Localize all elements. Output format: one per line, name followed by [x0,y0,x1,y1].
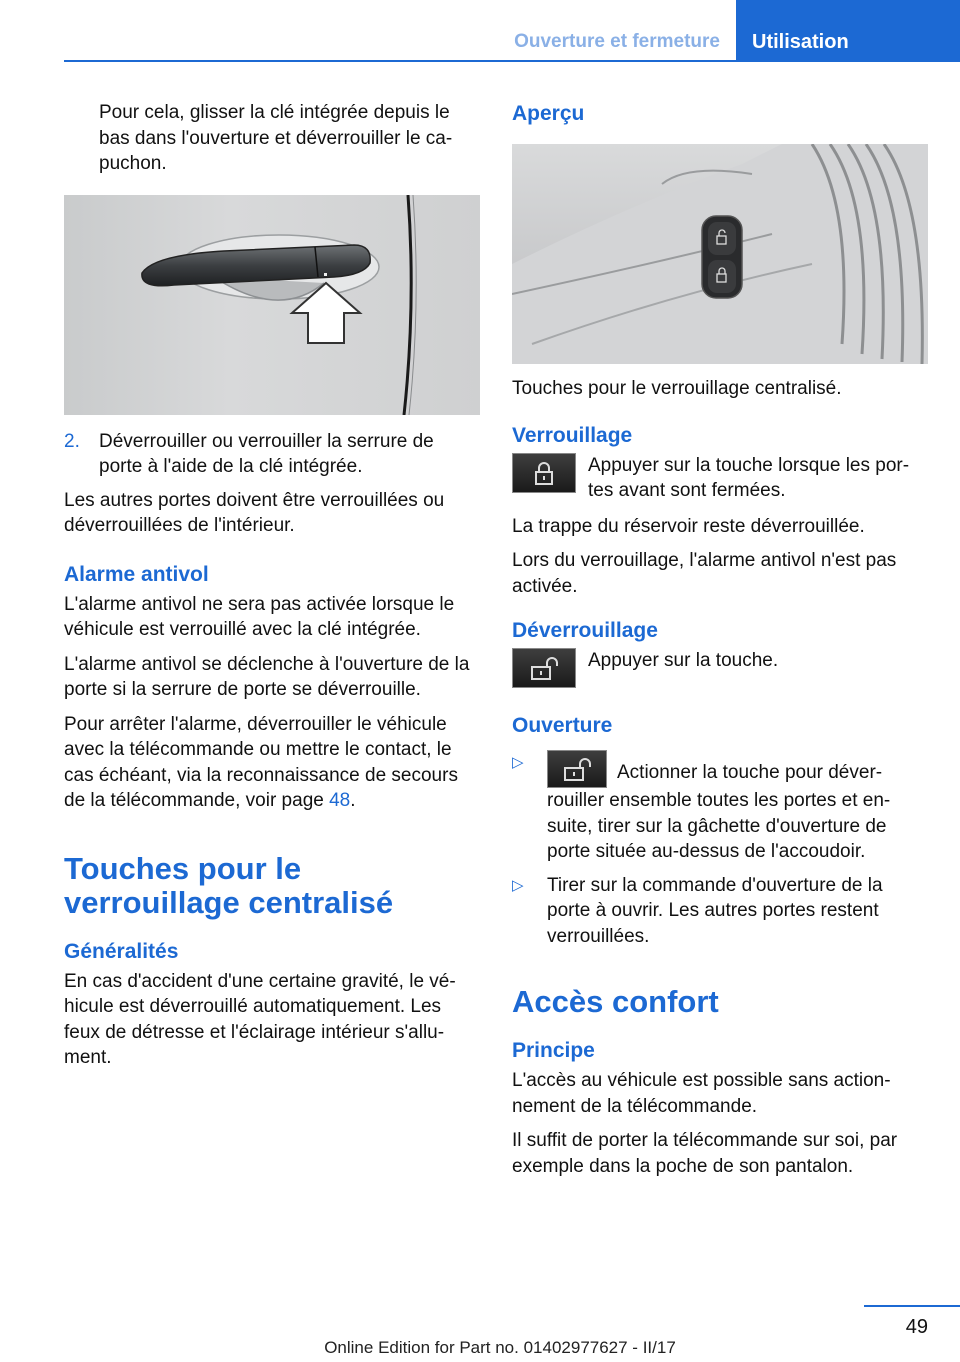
opening-bullet-1-content [547,750,928,865]
step-text: Déverrouiller ou verrouiller la serrure de porte à l'aide de la clé intégrée. [99,430,434,477]
opening-heading: Ouverture [512,714,613,737]
section-tab: Utilisation [736,0,960,62]
overview-caption: Touches pour le verrouillage centralisé. [512,378,842,399]
unlock-instruction [512,648,928,688]
lock-paragraph-1: La trappe du réservoir reste déverrouillée. [512,515,865,537]
bullet-marker: ▷ [512,876,524,894]
step-number: 2. [64,430,80,452]
page-number: 49 [905,1316,928,1338]
principle-paragraph-2: Il suffit de porter la télécommande sur soi, par exemple dans la poche de son pantalon. [512,1130,898,1177]
principle-paragraph-1: L'accès au véhicule est possible sans actionnement de la télécommande. [512,1070,891,1117]
alarm-paragraph-3 [64,712,480,814]
edition-footer: Online Edition for Part no. 01402977627 - II/17 [324,1338,676,1357]
alarm-paragraph-2: L'alarme antivol se déclenche à l'ouverture de la porte si la serrure de porte se déverrouille. [64,653,470,700]
central-locking-heading: Touches pour le verrouillage centralisé [64,850,394,920]
page-header [64,0,960,62]
bullet-marker: ▷ [512,754,524,771]
unlock-heading: Déverrouillage [512,619,658,642]
opening-bullet-2 [512,873,928,950]
other-doors-paragraph: Les autres portes doivent être verrouillées ou déverrouillées de l'intérieur. [64,489,445,536]
lock-text: Appuyer sur la touche lorsque les portes avant sont fermées. [588,454,910,501]
opening-bullet-1-text: Actionner la touche pour déverrouiller ensemble toutes les portes et ensuite, tirer sur la gâchette d'ouverture de porte située au-dessus de l'accoudoir. [547,762,891,862]
alarm-paragraph-3-text: Pour arrêter l'alarme, déverrouiller le véhicule avec la télécommande ou mettre le contact, le cas échéant, via la reconnaissance de secours de la télécommande, voir page [64,713,458,811]
opening-bullet-2-text: Tirer sur la commande d'ouverture de la porte à ouvrir. Les autres portes restent verrouillées. [547,874,883,947]
comfort-access-heading: Accès confort [512,984,719,1019]
lock-instruction [512,453,928,504]
lock-paragraph-2: Lors du verrouillage, l'alarme antivol n'est pas activée. [512,550,897,597]
alarm-paragraph-3-end: . [350,790,356,811]
page-reference-link[interactable]: 48 [329,790,351,811]
alarm-heading: Alarme antivol [64,562,209,586]
unlock-text: Appuyer sur la touche. [588,650,779,671]
door-handle-photo [64,195,480,415]
right-column [512,100,928,1188]
intro-paragraph: Pour cela, glisser la clé intégrée depuis le bas dans l'ouverture et déverrouiller le capuchon. [99,102,453,174]
step-2 [64,429,480,480]
lock-closed-icon [512,453,576,493]
lock-open-icon [512,648,576,688]
lock-open-icon [547,750,607,788]
lock-heading: Verrouillage [512,423,633,447]
general-heading: Généralités [64,939,179,963]
central-locking-buttons-photo [512,144,928,364]
footer-rule [864,1305,960,1307]
general-paragraph: En cas d'accident d'une certaine gravité, le véhicule est déverrouillé automatiquement. Les feux de détresse et l'éclairage intérieur s'allument. [64,970,456,1068]
left-column [64,100,480,1080]
opening-bullet-1 [512,750,928,865]
principle-heading: Principe [512,1039,595,1062]
overview-heading: Aperçu [512,102,585,125]
chapter-title: Ouverture et fermeture [64,0,736,62]
alarm-paragraph-1: L'alarme antivol ne sera pas activée lorsque le véhicule est verrouillé avec la clé intégrée. [64,593,455,640]
